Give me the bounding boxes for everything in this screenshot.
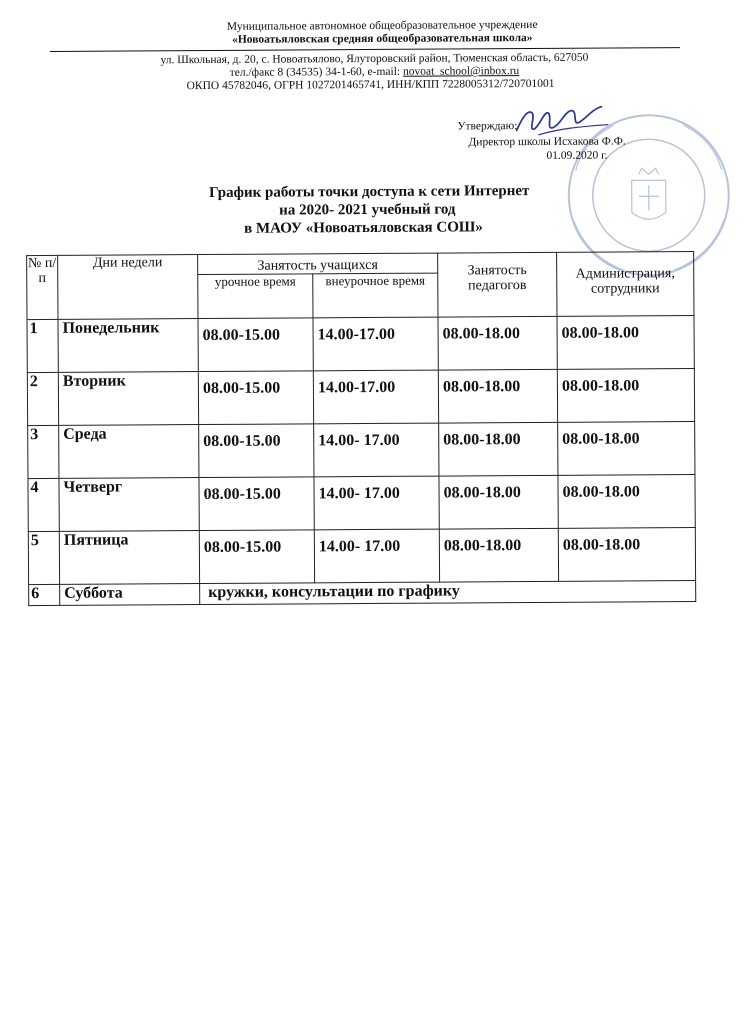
row-extra-time: 14.00-17.00: [313, 317, 438, 371]
row-number: 5: [28, 531, 59, 584]
row-day: Понедельник: [58, 319, 198, 373]
row-admin-time: 08.00-18.00: [558, 422, 695, 476]
row-day: Вторник: [58, 372, 198, 426]
row-day: Четверг: [59, 478, 199, 532]
table-row: [28, 475, 695, 532]
row-extra-time: 14.00- 17.00: [314, 423, 439, 477]
saturday-note: кружки, консультации по графику: [200, 581, 696, 605]
table-row: [28, 528, 695, 585]
registration-codes: ОКПО 45782046, ОГРН 1027201465741, ИНН/КПП 7228005312/720701001: [0, 77, 743, 95]
document-subtitle-year: на 2020- 2021 учебный год: [0, 199, 740, 222]
row-teachers-time: 08.00-18.00: [439, 475, 558, 529]
director-name: Директор школы Исхакова Ф.Ф.: [468, 135, 625, 148]
header-number: № п/п: [27, 255, 58, 319]
row-day: Среда: [59, 425, 199, 479]
row-day: Пятница: [59, 531, 199, 585]
row-number: 3: [28, 425, 59, 478]
approval-date: 01.09.2020 г.: [546, 150, 607, 162]
row-number: 2: [27, 372, 58, 425]
row-teachers-time: 08.00-18.00: [439, 528, 558, 582]
approval-label: Утверждаю:: [457, 120, 517, 133]
header-lessons: урочное время: [198, 274, 313, 319]
row-extra-time: 14.00- 17.00: [314, 476, 439, 530]
row-lessons-time: 08.00-15.00: [198, 318, 313, 372]
row-extra-time: 14.00-17.00: [313, 370, 438, 424]
email-link: novoat_school@inbox.ru: [403, 65, 519, 78]
row-lessons-time: 08.00-15.00: [199, 530, 314, 584]
row-day: Суббота: [60, 584, 200, 606]
row-lessons-time: 08.00-15.00: [199, 424, 314, 478]
row-teachers-time: 08.00-18.00: [438, 316, 557, 370]
header-day: Дни недели: [58, 255, 198, 320]
row-number: 6: [29, 584, 60, 605]
header-extra: внеурочное время: [313, 273, 438, 318]
document-subtitle-school: в МАОУ «Новоатьяловская СОШ»: [0, 217, 736, 240]
schedule-table: [26, 251, 696, 606]
table-row: [27, 369, 694, 426]
row-teachers-time: 08.00-18.00: [439, 422, 558, 476]
row-number: 1: [27, 319, 58, 372]
row-admin-time: 08.00-18.00: [557, 316, 694, 370]
header-admin: Администрация, сотрудники: [557, 252, 694, 317]
table-row-saturday: [29, 581, 696, 606]
phone-text: тел./факс 8 (34535) 34-1-60, e-mail:: [230, 66, 403, 79]
row-admin-time: 08.00-18.00: [558, 475, 695, 529]
row-admin-time: 08.00-18.00: [557, 369, 694, 423]
table-row: [28, 422, 695, 479]
org-type: Муниципальное автономное общеобразовательное учреждение: [10, 18, 745, 36]
school-name: «Новоатьяловская средняя общеобразовательная школа»: [10, 31, 745, 49]
row-admin-time: 08.00-18.00: [558, 528, 695, 582]
table-row: [27, 316, 694, 373]
table-header-row: [27, 252, 694, 276]
row-number: 4: [28, 478, 59, 531]
row-teachers-time: 08.00-18.00: [438, 369, 557, 423]
row-extra-time: 14.00- 17.00: [314, 529, 439, 583]
header-teachers: Занятость педагогов: [438, 252, 557, 317]
document-title: График работы точки доступа к сети Интернет: [0, 181, 742, 204]
header-students: Занятость учащихся: [198, 253, 438, 274]
row-lessons-time: 08.00-15.00: [198, 371, 313, 425]
school-address: ул. Школьная, д. 20, с. Новоатьялово, Ялуторовский район, Тюменская область, 627050: [2, 51, 745, 69]
row-lessons-time: 08.00-15.00: [199, 477, 314, 531]
